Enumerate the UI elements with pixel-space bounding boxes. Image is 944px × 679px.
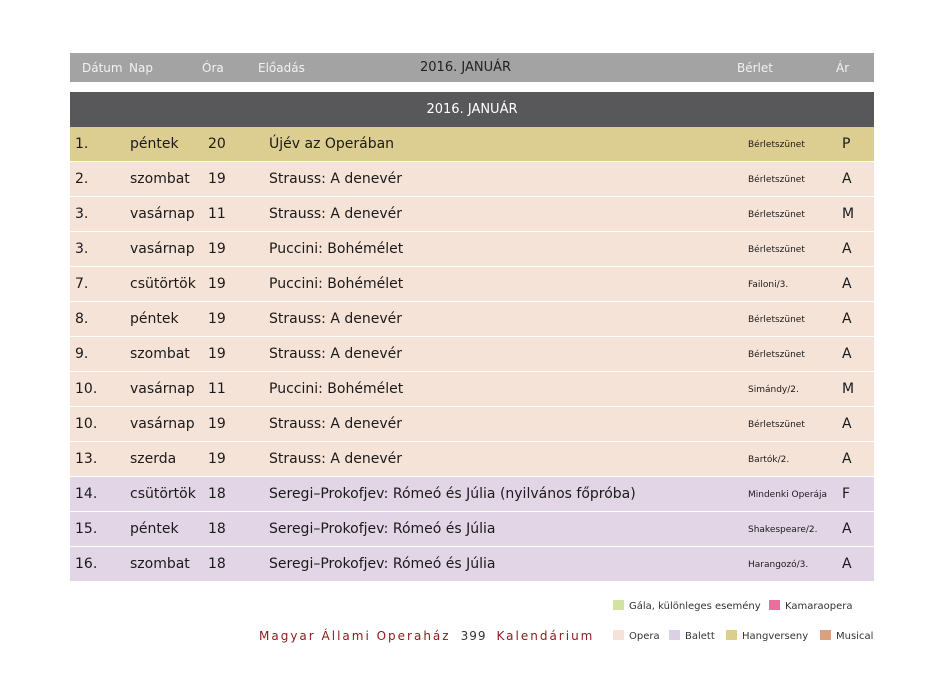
row-price: A	[842, 556, 852, 572]
legend-gala	[613, 600, 761, 612]
row-day: vasárnap	[130, 381, 195, 397]
table-row	[70, 337, 874, 372]
row-subscription: Bérletszünet	[748, 140, 805, 150]
month-band-title: 2016. JANUÁR	[426, 102, 518, 117]
row-title: Strauss: A denevér	[269, 311, 403, 327]
table-row	[70, 442, 874, 477]
table-row	[70, 372, 874, 407]
row-day: vasárnap	[130, 206, 195, 222]
row-date: 8.	[75, 311, 89, 327]
row-hour: 19	[208, 276, 226, 292]
row-date: 9.	[75, 346, 89, 362]
row-hour: 11	[208, 381, 226, 397]
row-subscription: Failoni/3.	[748, 280, 789, 290]
row-day: péntek	[130, 521, 179, 537]
row-hour: 19	[208, 171, 226, 187]
footer-section: Kalendárium	[496, 629, 595, 643]
legend-gala-label: Gála, különleges esemény	[629, 601, 761, 612]
table-row	[70, 407, 874, 442]
row-title: Puccini: Bohémélet	[269, 381, 404, 397]
legend-musical	[820, 630, 873, 642]
row-subscription: Shakespeare/2.	[748, 525, 818, 535]
table-row	[70, 512, 874, 547]
row-day: vasárnap	[130, 241, 195, 257]
row-price: M	[842, 206, 855, 222]
row-price: A	[842, 521, 852, 537]
month-band	[70, 92, 874, 127]
row-day: csütörtök	[130, 486, 196, 502]
row-title: Seregi–Prokofjev: Rómeó és Júlia	[269, 556, 496, 572]
legend-balett	[669, 630, 715, 642]
row-title: Puccini: Bohémélet	[269, 241, 404, 257]
row-title: Strauss: A denevér	[269, 171, 403, 187]
legend-kamaraopera-swatch	[769, 600, 780, 610]
row-subscription: Bérletszünet	[748, 210, 805, 220]
row-hour: 18	[208, 521, 226, 537]
column-header-bar	[70, 53, 874, 82]
row-day: szombat	[130, 346, 190, 362]
row-date: 1.	[75, 136, 89, 152]
legend-balett-label: Balett	[685, 631, 715, 642]
row-title: Újév az Operában	[269, 136, 395, 152]
column-header-day: Nap	[129, 61, 153, 75]
row-title: Strauss: A denevér	[269, 206, 403, 222]
column-header-date: Dátum	[82, 61, 123, 75]
table-row	[70, 162, 874, 197]
schedule-table	[70, 127, 874, 582]
row-day: péntek	[130, 311, 179, 327]
row-hour: 18	[208, 486, 226, 502]
row-day: szerda	[130, 451, 177, 467]
row-title: Seregi–Prokofjev: Rómeó és Júlia (nyilvános főpróba)	[269, 486, 636, 502]
row-hour: 19	[208, 311, 226, 327]
row-price: A	[842, 311, 852, 327]
column-header-hour: Óra	[202, 61, 224, 75]
header-month: 2016. JANUÁR	[420, 60, 512, 75]
row-hour: 19	[208, 241, 226, 257]
row-price: A	[842, 346, 852, 362]
row-day: csütörtök	[130, 276, 196, 292]
row-title: Seregi–Prokofjev: Rómeó és Júlia	[269, 521, 496, 537]
row-date: 2.	[75, 171, 89, 187]
row-title: Strauss: A denevér	[269, 346, 403, 362]
legend-kamaraopera-label: Kamaraopera	[785, 601, 853, 612]
row-title: Strauss: A denevér	[269, 451, 403, 467]
page-footer	[259, 629, 594, 643]
row-subscription: Bérletszünet	[748, 420, 805, 430]
table-row	[70, 477, 874, 512]
row-title: Strauss: A denevér	[269, 416, 403, 432]
row-date: 13.	[75, 451, 98, 467]
legend-gala-swatch	[613, 600, 624, 610]
row-price: A	[842, 241, 852, 257]
row-subscription: Harangozó/3.	[748, 560, 809, 570]
column-header-price: Ár	[836, 61, 850, 75]
footer-publisher: Magyar Állami Operaház	[259, 629, 451, 643]
column-header-title: Előadás	[258, 61, 305, 75]
row-date: 16.	[75, 556, 98, 572]
table-row	[70, 547, 874, 582]
row-day: vasárnap	[130, 416, 195, 432]
row-hour: 20	[208, 136, 226, 152]
row-date: 3.	[75, 206, 89, 222]
legend-hangverseny	[726, 630, 808, 642]
row-day: szombat	[130, 171, 190, 187]
row-hour: 19	[208, 416, 226, 432]
row-title: Puccini: Bohémélet	[269, 276, 404, 292]
row-price: F	[842, 486, 851, 502]
row-date: 10.	[75, 381, 98, 397]
row-date: 14.	[75, 486, 98, 502]
row-day: szombat	[130, 556, 190, 572]
row-price: A	[842, 451, 852, 467]
table-row	[70, 267, 874, 302]
legend-kamaraopera	[769, 600, 852, 612]
row-price: A	[842, 276, 852, 292]
column-header-subscription: Bérlet	[737, 61, 773, 75]
footer-page-number: 399	[460, 629, 487, 643]
row-hour: 19	[208, 346, 226, 362]
legend-hangverseny-swatch	[726, 630, 737, 640]
row-price: M	[842, 381, 855, 397]
row-subscription: Simándy/2.	[748, 385, 799, 395]
row-subscription: Bérletszünet	[748, 175, 805, 185]
table-row	[70, 232, 874, 267]
row-hour: 19	[208, 451, 226, 467]
row-subscription: Bérletszünet	[748, 315, 805, 325]
row-date: 10.	[75, 416, 98, 432]
legend-opera-swatch	[613, 630, 624, 640]
row-price: P	[842, 136, 851, 152]
row-subscription: Bérletszünet	[748, 245, 805, 255]
row-date: 3.	[75, 241, 89, 257]
row-day: péntek	[130, 136, 179, 152]
row-price: A	[842, 171, 852, 187]
table-row	[70, 127, 874, 162]
row-date: 15.	[75, 521, 98, 537]
legend-musical-swatch	[820, 630, 831, 640]
legend-musical-label: Musical	[836, 631, 874, 642]
row-subscription: Bérletszünet	[748, 350, 805, 360]
row-subscription: Bartók/2.	[748, 455, 790, 465]
row-date: 7.	[75, 276, 89, 292]
row-price: A	[842, 416, 852, 432]
legend-opera	[613, 630, 660, 642]
table-row	[70, 302, 874, 337]
table-row	[70, 197, 874, 232]
row-hour: 11	[208, 206, 226, 222]
row-subscription: Mindenki Operája	[748, 490, 828, 500]
legend-balett-swatch	[669, 630, 680, 640]
legend-hangverseny-label: Hangverseny	[742, 631, 809, 642]
legend-opera-label: Opera	[629, 631, 660, 642]
row-hour: 18	[208, 556, 226, 572]
